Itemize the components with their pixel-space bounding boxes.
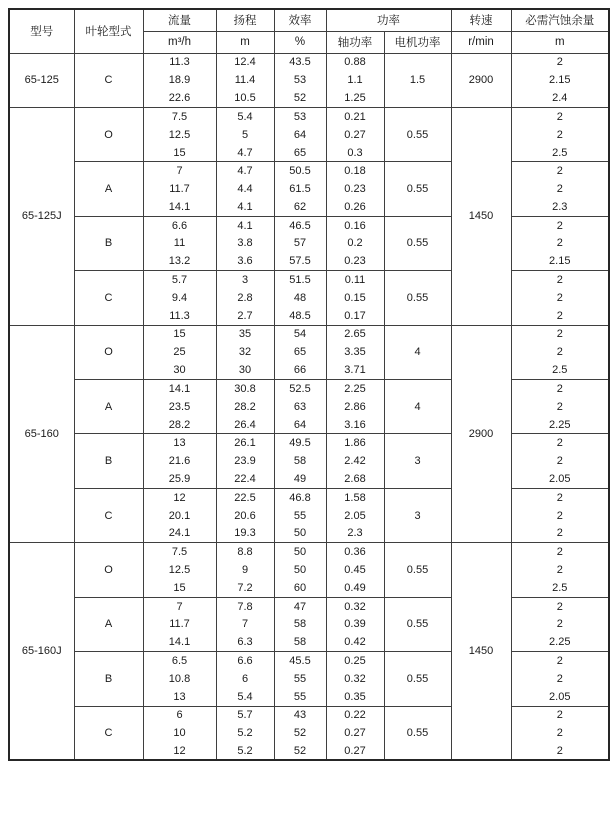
npsh-cell: 2.5 (511, 579, 609, 597)
efficiency-cell: 52.5 (274, 380, 326, 398)
flow-cell: 30 (143, 361, 216, 379)
flow-cell: 7 (143, 162, 216, 180)
efficiency-cell: 48.5 (274, 307, 326, 325)
shaft-power-cell: 3.16 (326, 416, 384, 434)
impeller-type-cell: A (74, 380, 143, 434)
flow-cell: 21.6 (143, 452, 216, 470)
efficiency-cell: 49 (274, 470, 326, 488)
flow-cell: 14.1 (143, 634, 216, 652)
spec-row (9, 706, 609, 724)
flow-cell: 15 (143, 579, 216, 597)
header-npsh-unit: m (511, 31, 609, 53)
npsh-cell: 2.5 (511, 361, 609, 379)
impeller-type-cell: A (74, 597, 143, 651)
npsh-cell: 2 (511, 343, 609, 361)
shaft-power-cell: 0.27 (326, 126, 384, 144)
flow-cell: 15 (143, 325, 216, 343)
head-cell: 22.5 (216, 488, 274, 506)
efficiency-cell: 50 (274, 525, 326, 543)
spec-row (9, 271, 609, 289)
head-cell: 5.7 (216, 706, 274, 724)
npsh-cell: 2 (511, 162, 609, 180)
impeller-type-cell: B (74, 652, 143, 706)
header-head-unit: m (216, 31, 274, 53)
spec-row (9, 597, 609, 615)
head-cell: 10.5 (216, 89, 274, 107)
shaft-power-cell: 0.35 (326, 688, 384, 706)
efficiency-cell: 62 (274, 198, 326, 216)
header-power: 功率 (326, 9, 451, 31)
efficiency-cell: 55 (274, 507, 326, 525)
efficiency-cell: 58 (274, 615, 326, 633)
shaft-power-cell: 0.15 (326, 289, 384, 307)
flow-cell: 25.9 (143, 470, 216, 488)
efficiency-cell: 52 (274, 724, 326, 742)
shaft-power-cell: 0.32 (326, 597, 384, 615)
flow-cell: 18.9 (143, 71, 216, 89)
npsh-cell: 2.5 (511, 144, 609, 162)
shaft-power-cell: 0.88 (326, 53, 384, 71)
flow-cell: 28.2 (143, 416, 216, 434)
flow-cell: 11.7 (143, 180, 216, 198)
head-cell: 5.4 (216, 107, 274, 125)
shaft-power-cell: 1.86 (326, 434, 384, 452)
npsh-cell: 2 (511, 434, 609, 452)
header-efficiency: 效率 (274, 9, 326, 31)
shaft-power-cell: 0.21 (326, 107, 384, 125)
efficiency-cell: 50 (274, 543, 326, 561)
shaft-power-cell: 0.42 (326, 634, 384, 652)
header-impeller-type: 叶轮型式 (74, 9, 143, 53)
efficiency-cell: 53 (274, 107, 326, 125)
spec-row (9, 652, 609, 670)
flow-cell: 6 (143, 706, 216, 724)
shaft-power-cell: 0.49 (326, 579, 384, 597)
efficiency-cell: 43.5 (274, 53, 326, 71)
impeller-type-cell: C (74, 488, 143, 542)
flow-cell: 9.4 (143, 289, 216, 307)
shaft-power-cell: 0.27 (326, 742, 384, 760)
flow-cell: 20.1 (143, 507, 216, 525)
header-flow: 流量 (143, 9, 216, 31)
header-shaft-power: 轴功率 (326, 31, 384, 53)
spec-row (9, 488, 609, 506)
npsh-cell: 2 (511, 271, 609, 289)
flow-cell: 6.5 (143, 652, 216, 670)
head-cell: 2.7 (216, 307, 274, 325)
npsh-cell: 2 (511, 652, 609, 670)
npsh-cell: 2 (511, 107, 609, 125)
efficiency-cell: 55 (274, 688, 326, 706)
efficiency-cell: 50.5 (274, 162, 326, 180)
npsh-cell: 2.25 (511, 416, 609, 434)
npsh-cell: 2.05 (511, 688, 609, 706)
head-cell: 19.3 (216, 525, 274, 543)
shaft-power-cell: 2.68 (326, 470, 384, 488)
shaft-power-cell: 0.45 (326, 561, 384, 579)
npsh-cell: 2 (511, 53, 609, 71)
head-cell: 3.6 (216, 253, 274, 271)
flow-cell: 11 (143, 234, 216, 252)
speed-cell: 1450 (451, 543, 511, 761)
motor-power-cell: 3 (384, 434, 451, 488)
shaft-power-cell: 0.22 (326, 706, 384, 724)
shaft-power-cell: 0.2 (326, 234, 384, 252)
efficiency-cell: 52 (274, 742, 326, 760)
head-cell: 6.3 (216, 634, 274, 652)
head-cell: 7 (216, 615, 274, 633)
flow-cell: 11.3 (143, 307, 216, 325)
motor-power-cell: 0.55 (384, 706, 451, 760)
efficiency-cell: 47 (274, 597, 326, 615)
npsh-cell: 2 (511, 561, 609, 579)
efficiency-cell: 49.5 (274, 434, 326, 452)
efficiency-cell: 45.5 (274, 652, 326, 670)
flow-cell: 6.6 (143, 216, 216, 234)
head-cell: 11.4 (216, 71, 274, 89)
impeller-type-cell: B (74, 216, 143, 270)
flow-cell: 24.1 (143, 525, 216, 543)
efficiency-cell: 51.5 (274, 271, 326, 289)
motor-power-cell: 0.55 (384, 216, 451, 270)
npsh-cell: 2 (511, 742, 609, 760)
spec-row (9, 107, 609, 125)
npsh-cell: 2.3 (511, 198, 609, 216)
efficiency-cell: 46.8 (274, 488, 326, 506)
model-cell: 65-125 (9, 53, 74, 107)
shaft-power-cell: 2.05 (326, 507, 384, 525)
npsh-cell: 2 (511, 289, 609, 307)
header-speed: 转速 (451, 9, 511, 31)
flow-cell: 12.5 (143, 126, 216, 144)
npsh-cell: 2 (511, 398, 609, 416)
shaft-power-cell: 0.17 (326, 307, 384, 325)
efficiency-cell: 52 (274, 89, 326, 107)
npsh-cell: 2 (511, 615, 609, 633)
shaft-power-cell: 1.58 (326, 488, 384, 506)
efficiency-cell: 65 (274, 343, 326, 361)
motor-power-cell: 3 (384, 488, 451, 542)
header-npsh: 必需汽蚀余量 (511, 9, 609, 31)
header-efficiency-unit: % (274, 31, 326, 53)
shaft-power-cell: 1.25 (326, 89, 384, 107)
model-cell: 65-160 (9, 325, 74, 543)
head-cell: 12.4 (216, 53, 274, 71)
efficiency-cell: 54 (274, 325, 326, 343)
efficiency-cell: 43 (274, 706, 326, 724)
speed-cell: 2900 (451, 325, 511, 543)
head-cell: 9 (216, 561, 274, 579)
flow-cell: 22.6 (143, 89, 216, 107)
spec-row (9, 543, 609, 561)
npsh-cell: 2 (511, 126, 609, 144)
flow-cell: 11.7 (143, 615, 216, 633)
header-speed-unit: r/min (451, 31, 511, 53)
flow-cell: 12.5 (143, 561, 216, 579)
head-cell: 30 (216, 361, 274, 379)
flow-cell: 13 (143, 434, 216, 452)
efficiency-cell: 57 (274, 234, 326, 252)
shaft-power-cell: 0.39 (326, 615, 384, 633)
shaft-power-cell: 2.42 (326, 452, 384, 470)
spec-row (9, 53, 609, 71)
flow-cell: 7.5 (143, 543, 216, 561)
impeller-type-cell: A (74, 162, 143, 216)
npsh-cell: 2 (511, 724, 609, 742)
impeller-type-cell: C (74, 271, 143, 325)
head-cell: 5.4 (216, 688, 274, 706)
flow-cell: 13 (143, 688, 216, 706)
npsh-cell: 2 (511, 452, 609, 470)
speed-cell: 2900 (451, 53, 511, 107)
model-cell: 65-125J (9, 107, 74, 325)
shaft-power-cell: 0.26 (326, 198, 384, 216)
motor-power-cell: 0.55 (384, 107, 451, 161)
efficiency-cell: 66 (274, 361, 326, 379)
npsh-cell: 2.25 (511, 634, 609, 652)
header-row-1 (9, 9, 609, 31)
npsh-cell: 2 (511, 234, 609, 252)
head-cell: 4.7 (216, 144, 274, 162)
flow-cell: 7 (143, 597, 216, 615)
spec-row (9, 434, 609, 452)
npsh-cell: 2 (511, 488, 609, 506)
spec-row (9, 216, 609, 234)
shaft-power-cell: 0.36 (326, 543, 384, 561)
npsh-cell: 2 (511, 325, 609, 343)
npsh-cell: 2 (511, 216, 609, 234)
motor-power-cell: 0.55 (384, 597, 451, 651)
npsh-cell: 2 (511, 380, 609, 398)
efficiency-cell: 53 (274, 71, 326, 89)
npsh-cell: 2.05 (511, 470, 609, 488)
npsh-cell: 2.4 (511, 89, 609, 107)
head-cell: 5.2 (216, 742, 274, 760)
efficiency-cell: 58 (274, 634, 326, 652)
flow-cell: 10.8 (143, 670, 216, 688)
flow-cell: 14.1 (143, 198, 216, 216)
npsh-cell: 2 (511, 525, 609, 543)
npsh-cell: 2 (511, 543, 609, 561)
motor-power-cell: 0.55 (384, 162, 451, 216)
head-cell: 7.8 (216, 597, 274, 615)
shaft-power-cell: 0.16 (326, 216, 384, 234)
flow-cell: 12 (143, 488, 216, 506)
head-cell: 5 (216, 126, 274, 144)
shaft-power-cell: 1.1 (326, 71, 384, 89)
shaft-power-cell: 0.3 (326, 144, 384, 162)
head-cell: 32 (216, 343, 274, 361)
npsh-cell: 2 (511, 180, 609, 198)
flow-cell: 25 (143, 343, 216, 361)
table-header (9, 9, 609, 53)
head-cell: 7.2 (216, 579, 274, 597)
head-cell: 2.8 (216, 289, 274, 307)
shaft-power-cell: 2.65 (326, 325, 384, 343)
head-cell: 3 (216, 271, 274, 289)
head-cell: 26.1 (216, 434, 274, 452)
head-cell: 5.2 (216, 724, 274, 742)
flow-cell: 12 (143, 742, 216, 760)
flow-cell: 23.5 (143, 398, 216, 416)
shaft-power-cell: 0.27 (326, 724, 384, 742)
head-cell: 6 (216, 670, 274, 688)
motor-power-cell: 0.55 (384, 543, 451, 597)
flow-cell: 11.3 (143, 53, 216, 71)
head-cell: 22.4 (216, 470, 274, 488)
head-cell: 23.9 (216, 452, 274, 470)
shaft-power-cell: 0.32 (326, 670, 384, 688)
shaft-power-cell: 3.35 (326, 343, 384, 361)
head-cell: 35 (216, 325, 274, 343)
header-head: 扬程 (216, 9, 274, 31)
speed-cell: 1450 (451, 107, 511, 325)
head-cell: 28.2 (216, 398, 274, 416)
head-cell: 4.1 (216, 216, 274, 234)
efficiency-cell: 65 (274, 144, 326, 162)
efficiency-cell: 64 (274, 126, 326, 144)
shaft-power-cell: 0.11 (326, 271, 384, 289)
flow-cell: 15 (143, 144, 216, 162)
efficiency-cell: 60 (274, 579, 326, 597)
flow-cell: 10 (143, 724, 216, 742)
shaft-power-cell: 2.25 (326, 380, 384, 398)
efficiency-cell: 61.5 (274, 180, 326, 198)
header-flow-unit: m³/h (143, 31, 216, 53)
shaft-power-cell: 0.25 (326, 652, 384, 670)
header-model: 型号 (9, 9, 74, 53)
npsh-cell: 2.15 (511, 253, 609, 271)
spec-row (9, 380, 609, 398)
efficiency-cell: 57.5 (274, 253, 326, 271)
spec-row (9, 325, 609, 343)
impeller-type-cell: C (74, 706, 143, 760)
head-cell: 6.6 (216, 652, 274, 670)
npsh-cell: 2 (511, 670, 609, 688)
flow-cell: 7.5 (143, 107, 216, 125)
impeller-type-cell: O (74, 107, 143, 161)
efficiency-cell: 58 (274, 452, 326, 470)
head-cell: 3.8 (216, 234, 274, 252)
efficiency-cell: 48 (274, 289, 326, 307)
head-cell: 20.6 (216, 507, 274, 525)
npsh-cell: 2 (511, 597, 609, 615)
motor-power-cell: 4 (384, 380, 451, 434)
motor-power-cell: 0.55 (384, 271, 451, 325)
npsh-cell: 2 (511, 307, 609, 325)
shaft-power-cell: 2.86 (326, 398, 384, 416)
shaft-power-cell: 0.18 (326, 162, 384, 180)
impeller-type-cell: C (74, 53, 143, 107)
spec-row (9, 162, 609, 180)
impeller-type-cell: O (74, 543, 143, 597)
spec-table-body (9, 53, 609, 760)
motor-power-cell: 0.55 (384, 652, 451, 706)
head-cell: 4.7 (216, 162, 274, 180)
flow-cell: 5.7 (143, 271, 216, 289)
head-cell: 30.8 (216, 380, 274, 398)
header-motor-power: 电机功率 (384, 31, 451, 53)
head-cell: 26.4 (216, 416, 274, 434)
shaft-power-cell: 2.3 (326, 525, 384, 543)
efficiency-cell: 46.5 (274, 216, 326, 234)
efficiency-cell: 55 (274, 670, 326, 688)
pump-spec-table (8, 8, 610, 761)
model-cell: 65-160J (9, 543, 74, 761)
npsh-cell: 2 (511, 706, 609, 724)
flow-cell: 13.2 (143, 253, 216, 271)
flow-cell: 14.1 (143, 380, 216, 398)
efficiency-cell: 50 (274, 561, 326, 579)
shaft-power-cell: 0.23 (326, 253, 384, 271)
shaft-power-cell: 0.23 (326, 180, 384, 198)
efficiency-cell: 63 (274, 398, 326, 416)
head-cell: 4.4 (216, 180, 274, 198)
motor-power-cell: 4 (384, 325, 451, 379)
impeller-type-cell: B (74, 434, 143, 488)
npsh-cell: 2 (511, 507, 609, 525)
shaft-power-cell: 3.71 (326, 361, 384, 379)
motor-power-cell: 1.5 (384, 53, 451, 107)
head-cell: 4.1 (216, 198, 274, 216)
head-cell: 8.8 (216, 543, 274, 561)
npsh-cell: 2.15 (511, 71, 609, 89)
impeller-type-cell: O (74, 325, 143, 379)
efficiency-cell: 64 (274, 416, 326, 434)
